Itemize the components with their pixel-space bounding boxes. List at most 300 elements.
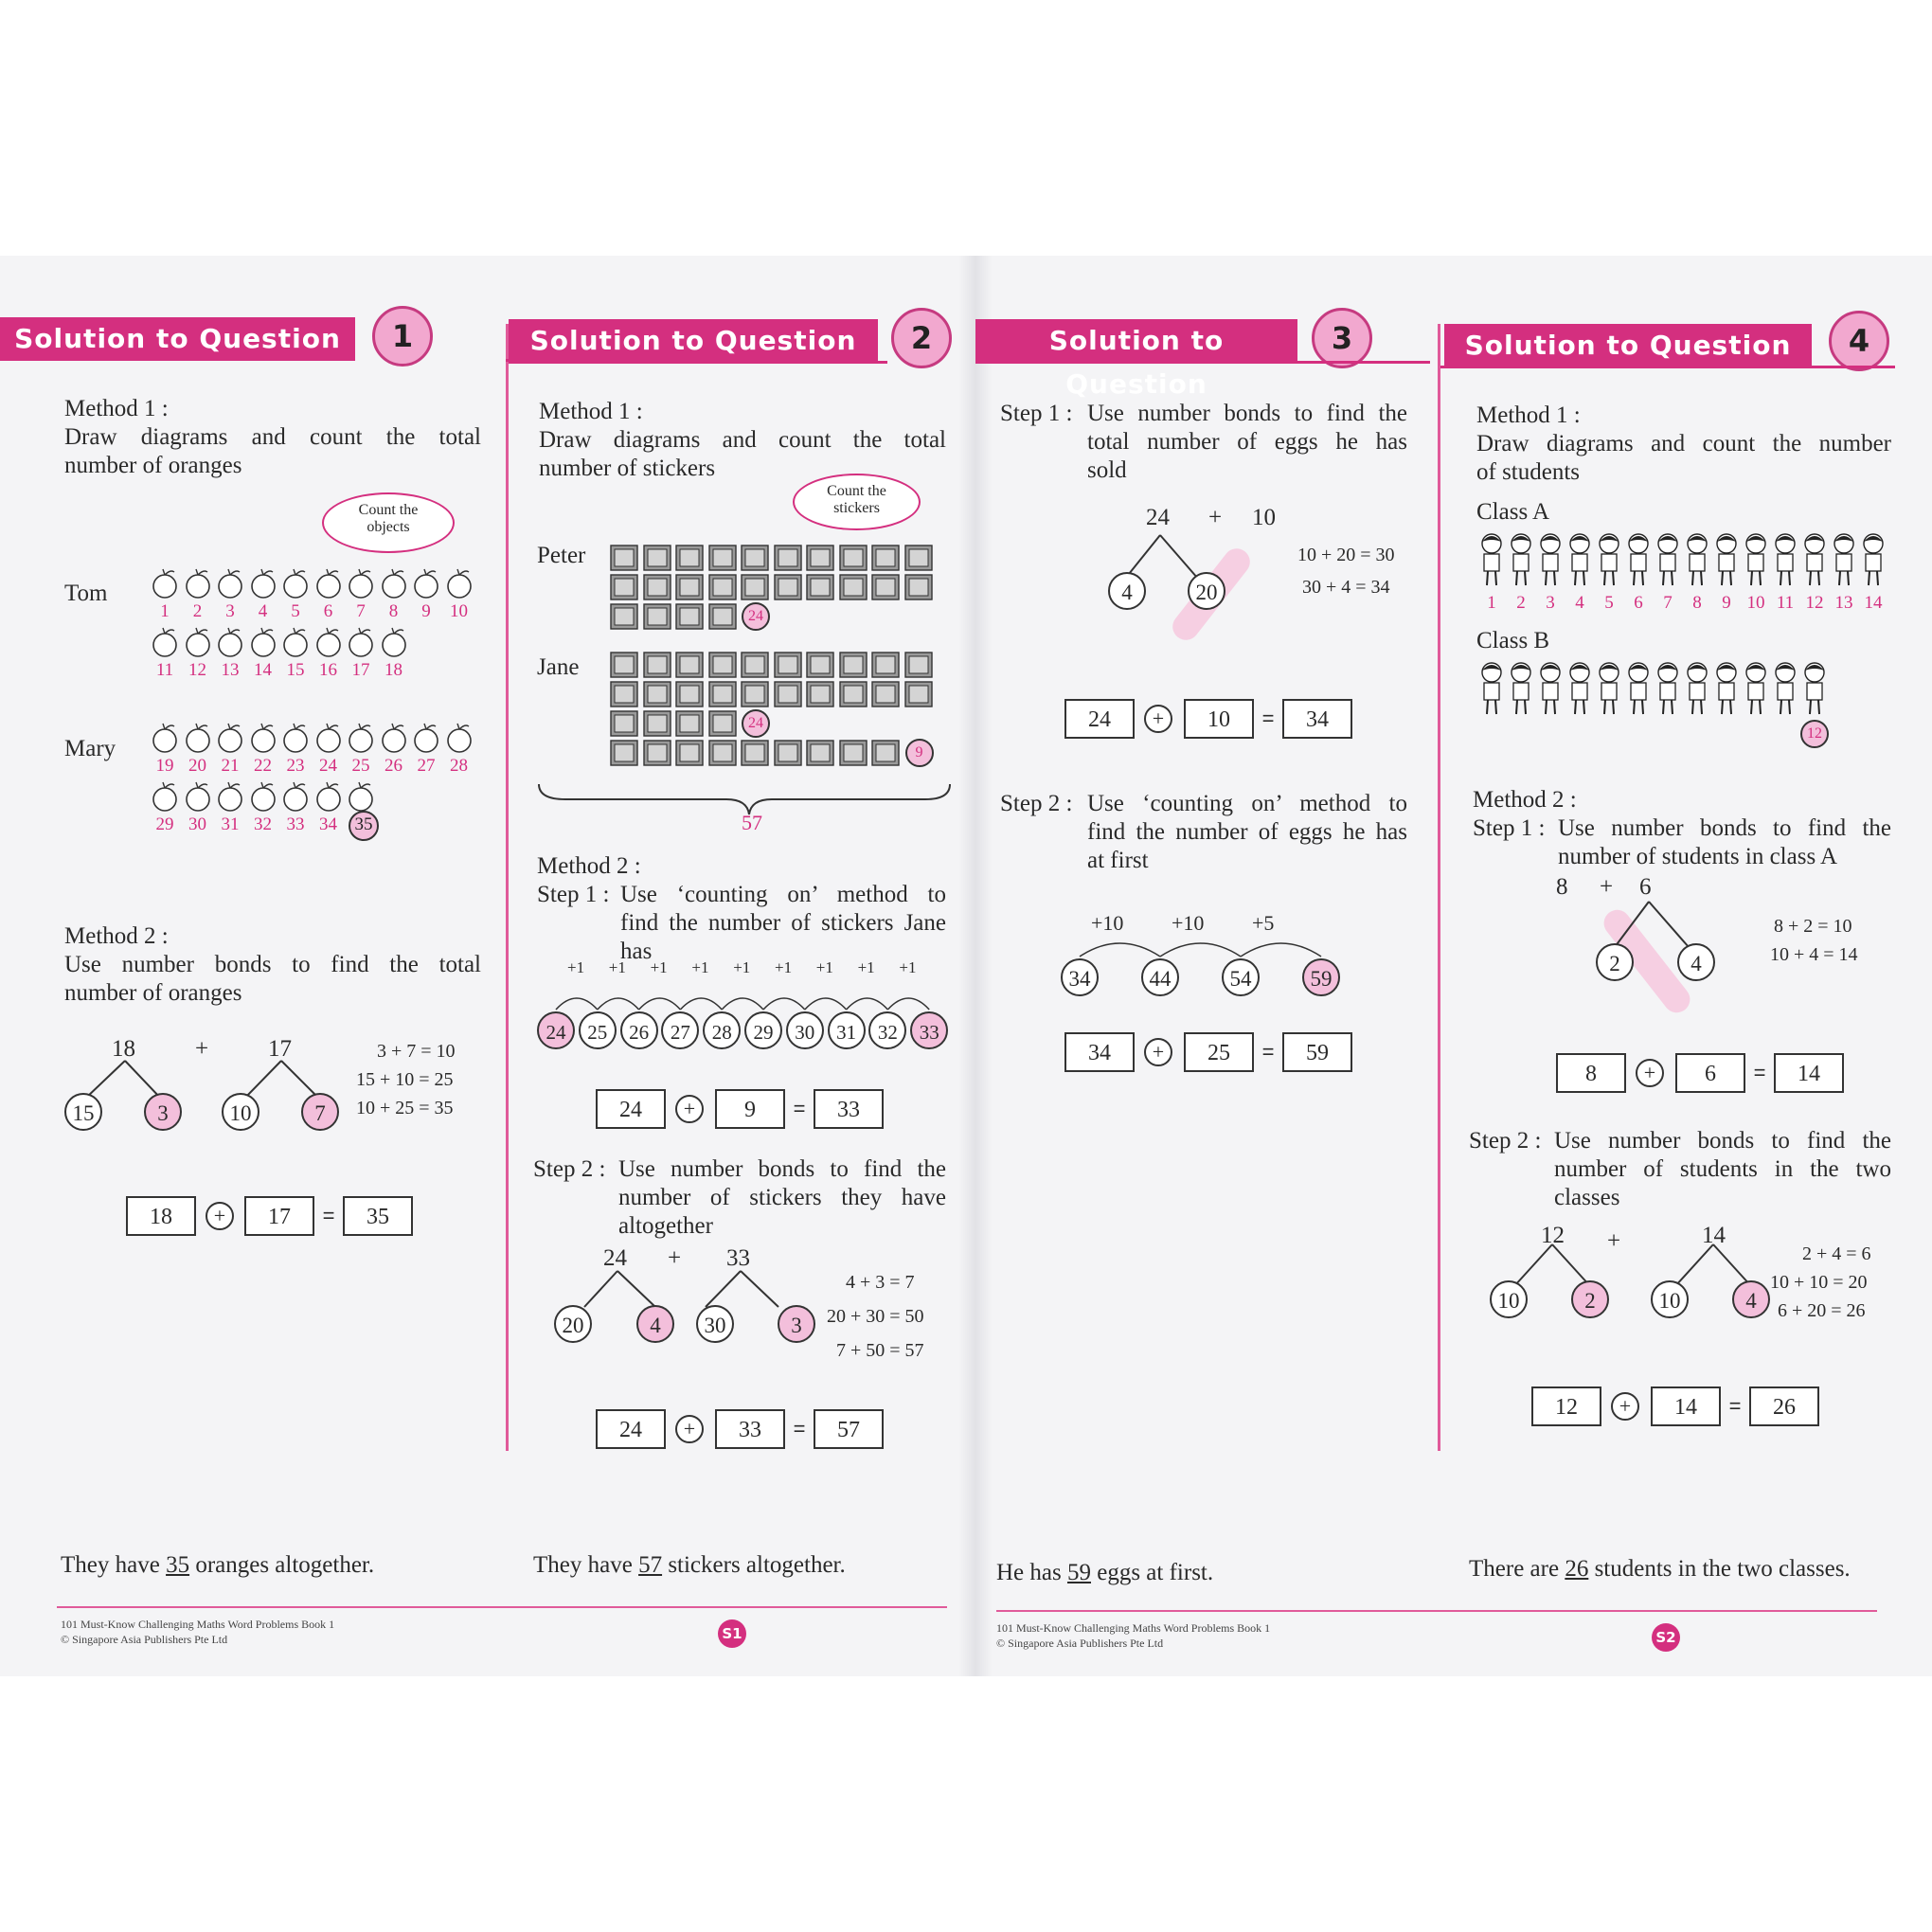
bond-part: 10 [1490, 1280, 1528, 1318]
orange-icon [280, 780, 311, 813]
step-2-label: Step 2 : [533, 1156, 606, 1182]
orange-icon [150, 722, 180, 754]
bond-plus: + [668, 1245, 682, 1271]
step-1-label: Step 1 : [1473, 815, 1546, 841]
sticker-icon [904, 545, 933, 571]
sticker-icon [643, 681, 671, 707]
hop-label: +10 [1172, 911, 1205, 935]
equation-box: 14 [1774, 1053, 1844, 1093]
sticker-icon [871, 740, 900, 766]
hop-label: +10 [1091, 911, 1124, 935]
thought-bubble [793, 474, 921, 530]
hop-label: +1 [608, 958, 626, 976]
sticker-icon [610, 740, 638, 766]
sticker-icon [871, 574, 900, 600]
sticker-icon [871, 652, 900, 678]
answer-pre: They have [61, 1552, 167, 1578]
count-circle: 28 [703, 1011, 741, 1049]
footer-book-title: 101 Must-Know Challenging Maths Word Problems Book 1 [61, 1618, 335, 1631]
step-1-text: Use ‘counting on’ method to [620, 882, 946, 907]
student-count-number: 4 [1575, 593, 1584, 613]
sticker-icon [806, 545, 834, 571]
student-icon [1596, 532, 1622, 589]
orange-icon [346, 567, 376, 599]
sticker-icon [774, 681, 802, 707]
solution-q3 [975, 256, 1435, 1676]
sticker-icon [741, 652, 769, 678]
class-a-label: Class A [1476, 499, 1550, 525]
sticker-icon [741, 740, 769, 766]
orange-count-number: 24 [319, 756, 337, 776]
sticker-icon [904, 574, 933, 600]
orange-icon [150, 626, 180, 658]
orange-count-number: 30 [188, 814, 206, 834]
sticker-icon [643, 740, 671, 766]
count-circle: 27 [661, 1011, 699, 1049]
sticker-icon [904, 652, 933, 678]
student-count-number: 9 [1722, 593, 1731, 613]
count-circle: 31 [828, 1011, 866, 1049]
bond-plus: + [1600, 874, 1614, 900]
answer-post: stickers altogether. [662, 1552, 846, 1578]
sticker-icon [675, 652, 704, 678]
orange-count-number: 27 [417, 756, 436, 776]
calc-line: 7 + 50 = 57 [836, 1340, 924, 1361]
method-1-text-2: number of oranges [64, 453, 242, 478]
section-header: Solution to Question [0, 317, 355, 361]
orange-icon [346, 626, 376, 658]
orange-icon [248, 780, 278, 813]
equation-box: 17 [244, 1196, 314, 1236]
calc-line: 10 + 4 = 14 [1770, 944, 1858, 965]
calc-line: 4 + 3 = 7 [846, 1272, 915, 1293]
student-icon [1596, 661, 1622, 718]
hop-label: +1 [857, 958, 875, 976]
sticker-icon [708, 603, 737, 630]
plus-operator: + [1611, 1392, 1639, 1421]
plus-operator: + [675, 1095, 704, 1123]
method-1-text: Draw diagrams and count the total [64, 424, 481, 450]
bond-whole-a: 24 [603, 1245, 627, 1271]
student-count-number: 3 [1546, 593, 1555, 613]
sticker-icon [774, 740, 802, 766]
sticker-icon [806, 574, 834, 600]
answer-number: 35 [166, 1552, 190, 1578]
sticker-icon [806, 652, 834, 678]
sticker-icon [610, 652, 638, 678]
page-number: S1 [718, 1619, 746, 1648]
step-1-text-3: sold [1087, 457, 1127, 483]
student-count-number: 7 [1663, 593, 1673, 613]
orange-count-number: 32 [254, 814, 272, 834]
sticker-icon [904, 681, 933, 707]
step-2-label: Step 2 : [1469, 1128, 1542, 1154]
equals-sign: = [793, 1417, 806, 1440]
sticker-icon [610, 545, 638, 571]
footer-rule [996, 1610, 1877, 1612]
student-icon [1801, 661, 1828, 718]
bond-plus: + [195, 1036, 209, 1062]
answer-statement [1469, 1555, 1851, 1583]
sticker-icon [708, 652, 737, 678]
question-number-badge: 4 [1829, 311, 1889, 371]
hop-label: +1 [775, 958, 793, 976]
sticker-icon [643, 652, 671, 678]
equation-box: 18 [126, 1196, 196, 1236]
orange-count-number: 21 [221, 756, 240, 776]
orange-icon [215, 567, 245, 599]
sticker-icon [643, 545, 671, 571]
orange-icon [183, 780, 213, 813]
sticker-icon [806, 681, 834, 707]
sticker-icon [839, 681, 868, 707]
student-icon [1801, 532, 1828, 589]
step-2-text-2: find the number of eggs he has [1087, 819, 1407, 845]
equals-sign: = [1728, 1394, 1742, 1418]
sticker-count-marker: 9 [905, 739, 934, 767]
bond-part: 15 [64, 1093, 102, 1131]
student-icon [1655, 532, 1681, 589]
step-2-text-2: number of students in the two [1554, 1156, 1891, 1182]
orange-count-number: 29 [155, 814, 174, 834]
orange-count-number: 25 [351, 756, 370, 776]
bond-whole-b: 6 [1639, 874, 1652, 900]
calc-line: 3 + 7 = 10 [377, 1041, 456, 1062]
sticker-icon [643, 603, 671, 630]
orange-icon [215, 626, 245, 658]
orange-icon [183, 567, 213, 599]
step-1-text-3: has [620, 939, 653, 964]
orange-icon [444, 722, 474, 754]
orange-icon [313, 567, 344, 599]
plus-operator: + [675, 1415, 704, 1443]
method-1-text: Draw diagrams and count the total [539, 427, 946, 453]
hop-label: +5 [1252, 911, 1275, 935]
bond-whole-a: 8 [1556, 874, 1568, 900]
answer-pre: There are [1469, 1556, 1565, 1582]
orange-icon [280, 626, 311, 658]
student-icon [1537, 532, 1564, 589]
method-1-text-2: number of stickers [539, 456, 716, 481]
step-2-label: Step 2 : [1000, 791, 1073, 816]
method-1-label: Method 1 : [64, 396, 169, 421]
orange-count-number: 6 [323, 601, 333, 621]
orange-count-number: 20 [188, 756, 206, 776]
equation-box: 14 [1651, 1386, 1721, 1426]
sticker-icon [871, 681, 900, 707]
sticker-icon [741, 545, 769, 571]
calc-line: 15 + 10 = 25 [356, 1069, 454, 1090]
method-2-label: Method 2 : [537, 853, 641, 879]
student-count-marker: 12 [1800, 720, 1829, 748]
orange-icon [248, 722, 278, 754]
answer-number: 59 [1066, 1560, 1091, 1585]
orange-icon [379, 722, 409, 754]
orange-count-number: 3 [225, 601, 235, 621]
sticker-icon [708, 574, 737, 600]
method-2-text-2: number of oranges [64, 980, 242, 1006]
student-icon [1772, 661, 1798, 718]
orange-icon [379, 567, 409, 599]
student-icon [1566, 532, 1593, 589]
sticker-icon [708, 740, 737, 766]
sticker-icon [675, 710, 704, 737]
count-circle: 32 [868, 1011, 906, 1049]
orange-icon [248, 567, 278, 599]
sticker-icon [610, 710, 638, 737]
orange-count-number: 23 [286, 756, 305, 776]
student-icon [1684, 661, 1710, 718]
footer-book-title: 101 Must-Know Challenging Maths Word Problems Book 1 [996, 1621, 1271, 1635]
footer-copyright: © Singapore Asia Publishers Pte Ltd [996, 1637, 1164, 1650]
student-count-number: 12 [1805, 593, 1824, 613]
orange-icon [183, 722, 213, 754]
sticker-icon [774, 574, 802, 600]
orange-icon [215, 780, 245, 813]
student-icon [1625, 661, 1652, 718]
calc-line: 10 + 10 = 20 [1770, 1272, 1868, 1293]
sticker-icon [839, 545, 868, 571]
bond-whole-b: 17 [268, 1036, 292, 1062]
count-circle: 59 [1302, 958, 1340, 996]
bond-part: 30 [696, 1305, 734, 1343]
calc-line: 6 + 20 = 26 [1778, 1300, 1866, 1321]
equals-sign: = [793, 1097, 806, 1120]
orange-icon [150, 567, 180, 599]
bond-part: 10 [1651, 1280, 1689, 1318]
equation-box: 25 [1184, 1032, 1254, 1072]
sticker-icon [610, 681, 638, 707]
bond-part: 7 [301, 1093, 339, 1131]
orange-icon [150, 780, 180, 813]
student-count-number: 5 [1604, 593, 1614, 613]
step-2-text-3: altogether [618, 1213, 713, 1239]
orange-count-number: 15 [286, 660, 305, 680]
student-icon [1655, 661, 1681, 718]
student-icon [1508, 532, 1534, 589]
student-count-number: 11 [1776, 593, 1795, 613]
student-icon [1684, 532, 1710, 589]
bubble-text: Count the objects [358, 502, 419, 535]
bond-part: 2 [1571, 1280, 1609, 1318]
answer-number: 57 [638, 1552, 663, 1578]
sticker-icon [675, 740, 704, 766]
orange-icon [280, 722, 311, 754]
calc-line: 30 + 4 = 34 [1302, 577, 1390, 598]
sticker-icon [675, 545, 704, 571]
student-icon [1831, 532, 1857, 589]
equation-box: 26 [1749, 1386, 1819, 1426]
sticker-icon [675, 574, 704, 600]
calc-line: 10 + 20 = 30 [1297, 545, 1395, 565]
equation-box: 10 [1184, 699, 1254, 739]
orange-count-number: 26 [385, 756, 402, 776]
total-label: 57 [742, 811, 762, 834]
orange-icon [183, 626, 213, 658]
header-rule [975, 361, 1430, 364]
bond-part: 3 [778, 1305, 815, 1343]
sticker-icon [610, 574, 638, 600]
count-circle: 25 [579, 1011, 617, 1049]
method-2-label: Method 2 : [1473, 787, 1577, 813]
equation-box: 24 [1064, 699, 1135, 739]
method-1-label: Method 1 : [1476, 402, 1581, 428]
orange-count-number: 7 [356, 601, 366, 621]
orange-icon [215, 722, 245, 754]
step-2-text-3: classes [1554, 1185, 1620, 1210]
student-count-number: 2 [1516, 593, 1526, 613]
count-circle: 44 [1141, 958, 1179, 996]
orange-count-number: 31 [221, 814, 240, 834]
student-count-number: 10 [1746, 593, 1765, 613]
thought-bubble [322, 492, 455, 553]
plus-operator: + [1144, 705, 1172, 733]
method-2-text: Use number bonds to find the total [64, 952, 481, 977]
mary-label: Mary [64, 736, 116, 761]
answer-number: 26 [1565, 1556, 1589, 1582]
student-icon [1537, 661, 1564, 718]
orange-count-number: 34 [319, 814, 337, 834]
step-1-text-2: find the number of stickers Jane [620, 910, 946, 936]
step-2-text-2: number of stickers they have [618, 1185, 946, 1210]
sticker-count-marker: 24 [742, 709, 770, 738]
count-circle: 26 [620, 1011, 658, 1049]
student-count-number: 13 [1834, 593, 1853, 613]
equation-box: 33 [814, 1089, 884, 1129]
equation-box: 34 [1064, 1032, 1135, 1072]
question-number-badge: 1 [372, 306, 433, 367]
calc-line: 8 + 2 = 10 [1774, 916, 1852, 937]
bond-part: 2 [1596, 943, 1634, 981]
equation-box: 24 [596, 1409, 666, 1449]
book-spread [0, 256, 1932, 1676]
bond-whole-b: 10 [1252, 505, 1276, 530]
student-icon [1713, 661, 1740, 718]
bond-whole-d: 14 [1702, 1223, 1726, 1248]
bond-part: 20 [1188, 572, 1225, 610]
orange-count-number: 9 [421, 601, 431, 621]
class-b-label: Class B [1476, 628, 1550, 653]
sticker-icon [774, 652, 802, 678]
step-2-text: Use number bonds to find the [618, 1156, 946, 1182]
orange-count-number: 13 [221, 660, 240, 680]
method-2-label: Method 2 : [64, 923, 169, 949]
student-icon [1772, 532, 1798, 589]
equation-box: 9 [715, 1089, 785, 1129]
bond-whole-c: 12 [1541, 1223, 1565, 1248]
hop-label: +1 [650, 958, 668, 976]
equation-box: 59 [1282, 1032, 1352, 1072]
answer-post: students in the two classes. [1588, 1556, 1851, 1582]
equals-sign: = [322, 1204, 335, 1227]
orange-count-number: 16 [319, 660, 337, 680]
orange-icon [280, 567, 311, 599]
student-icon [1860, 532, 1887, 589]
student-count-number: 6 [1634, 593, 1643, 613]
page-number: S2 [1652, 1623, 1680, 1652]
orange-count-number: 4 [258, 601, 268, 621]
orange-icon [313, 626, 344, 658]
sticker-icon [839, 740, 868, 766]
count-circle: 24 [537, 1011, 575, 1049]
header-rule [509, 361, 887, 364]
solution-q4 [1440, 256, 1932, 1676]
student-icon [1743, 661, 1769, 718]
orange-icon [411, 722, 441, 754]
answer-pre: They have [533, 1552, 639, 1578]
student-count-number: 14 [1864, 593, 1883, 613]
peter-label: Peter [537, 543, 586, 568]
equation-box: 34 [1282, 699, 1352, 739]
bond-part: 3 [144, 1093, 182, 1131]
footer-rule [57, 1606, 947, 1608]
equals-sign: = [1261, 707, 1275, 730]
sticker-icon [741, 681, 769, 707]
step-1-text: Use number bonds to find the [1087, 401, 1407, 426]
orange-count-number: 10 [450, 601, 468, 621]
orange-icon [346, 780, 376, 813]
orange-count-number: 19 [155, 756, 174, 776]
equals-sign: = [1261, 1040, 1275, 1064]
student-count-number: 1 [1487, 593, 1496, 613]
student-count-number: 8 [1692, 593, 1702, 613]
orange-count-number: 11 [155, 660, 174, 680]
solution-q2 [509, 256, 958, 1676]
equation-box: 12 [1531, 1386, 1601, 1426]
solution-q1 [0, 256, 502, 1676]
question-number-badge: 2 [891, 308, 952, 368]
plus-operator: + [1144, 1038, 1172, 1066]
sticker-icon [871, 545, 900, 571]
sticker-count-marker: 24 [742, 602, 770, 631]
count-circle: 34 [1061, 958, 1099, 996]
step-1-text: Use number bonds to find the [1558, 815, 1891, 841]
student-icon [1566, 661, 1593, 718]
sticker-icon [774, 545, 802, 571]
sticker-icon [610, 603, 638, 630]
step-1-label: Step 1 : [537, 882, 610, 907]
plus-operator: + [1636, 1059, 1664, 1087]
orange-count-number: 12 [188, 660, 206, 680]
hop-label: +1 [899, 958, 917, 976]
student-icon [1478, 532, 1505, 589]
equation-box: 57 [814, 1409, 884, 1449]
section-header: Solution to Question [975, 319, 1297, 363]
hop-label: +1 [567, 958, 585, 976]
equation-box: 24 [596, 1089, 666, 1129]
bond-part: 20 [554, 1305, 592, 1343]
bond-part: 4 [1677, 943, 1715, 981]
step-1-label: Step 1 : [1000, 401, 1073, 426]
hop-label: +1 [691, 958, 709, 976]
method-1-text-2: of students [1476, 459, 1581, 485]
answer-statement [61, 1551, 374, 1580]
section-header: Solution to Question [509, 319, 878, 363]
sticker-icon [806, 740, 834, 766]
header-rule [1440, 366, 1895, 368]
orange-icon [444, 567, 474, 599]
orange-count-number: 8 [388, 601, 399, 621]
count-circle: 29 [744, 1011, 782, 1049]
sticker-icon [643, 574, 671, 600]
step-2-text: Use ‘counting on’ method to [1087, 791, 1407, 816]
orange-icon [379, 626, 409, 658]
count-circle: 54 [1222, 958, 1260, 996]
bubble-text: Count the stickers [827, 483, 886, 516]
footer-copyright: © Singapore Asia Publishers Pte Ltd [61, 1633, 228, 1646]
method-1-label: Method 1 : [539, 399, 643, 424]
answer-statement [533, 1551, 846, 1580]
